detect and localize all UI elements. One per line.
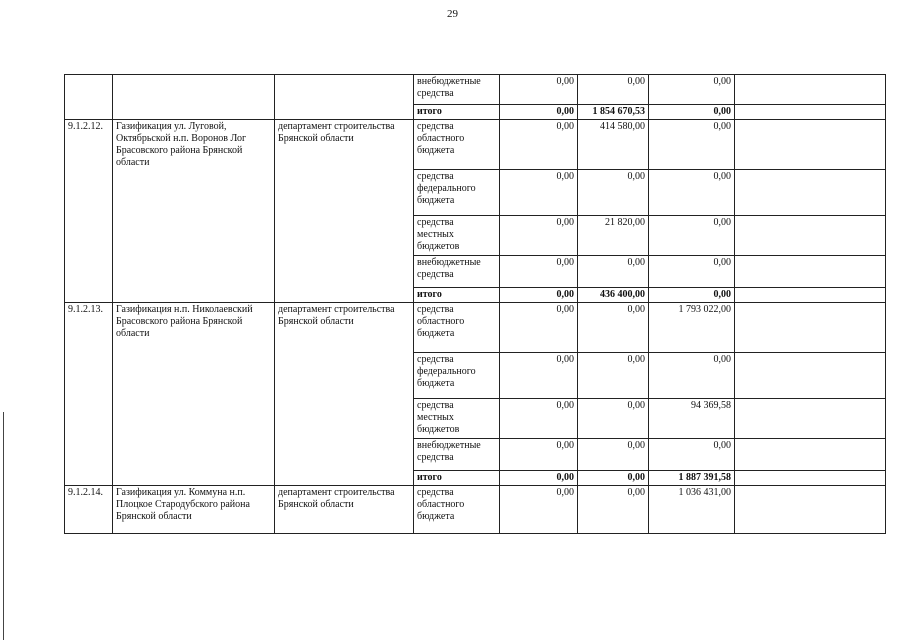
- amount-cell-2: 1 854 670,53: [578, 105, 649, 120]
- amount-cell-2: 21 820,00: [578, 216, 649, 256]
- note-cell: [735, 256, 886, 288]
- funding-source-cell: внебюджетные средства: [414, 256, 500, 288]
- amount-cell-1: 0,00: [500, 120, 578, 170]
- budget-table: [64, 74, 886, 534]
- amount-cell-1: 0,00: [500, 105, 578, 120]
- amount-cell-3: 0,00: [649, 216, 735, 256]
- item-number-cell: 9.1.2.14.: [65, 486, 113, 534]
- amount-cell-3: 0,00: [649, 353, 735, 399]
- note-cell: [735, 399, 886, 439]
- amount-cell-1: 0,00: [500, 471, 578, 486]
- amount-cell-1: 0,00: [500, 170, 578, 216]
- table-row: [65, 486, 886, 534]
- funding-source-cell: средства местных бюджетов: [414, 399, 500, 439]
- note-cell: [735, 439, 886, 471]
- amount-cell-3: 1 793 022,00: [649, 303, 735, 353]
- item-number-cell: 9.1.2.13.: [65, 303, 113, 486]
- note-cell: [735, 170, 886, 216]
- note-cell: [735, 105, 886, 120]
- amount-cell-2: 414 580,00: [578, 120, 649, 170]
- funding-source-cell: итого: [414, 105, 500, 120]
- amount-cell-3: 0,00: [649, 170, 735, 216]
- amount-cell-1: 0,00: [500, 353, 578, 399]
- item-number-cell: [65, 75, 113, 120]
- funding-source-cell: внебюджетные средства: [414, 75, 500, 105]
- amount-cell-3: 0,00: [649, 288, 735, 303]
- amount-cell-2: 0,00: [578, 303, 649, 353]
- note-cell: [735, 216, 886, 256]
- amount-cell-2: 436 400,00: [578, 288, 649, 303]
- amount-cell-2: 0,00: [578, 471, 649, 486]
- amount-cell-3: 0,00: [649, 105, 735, 120]
- note-cell: [735, 471, 886, 486]
- note-cell: [735, 486, 886, 534]
- page-number: 29: [447, 8, 458, 20]
- amount-cell-1: 0,00: [500, 288, 578, 303]
- table-row: [65, 120, 886, 170]
- amount-cell-1: 0,00: [500, 256, 578, 288]
- amount-cell-3: 1 887 391,58: [649, 471, 735, 486]
- executor-cell: департамент строительства Брянской области: [275, 303, 414, 486]
- note-cell: [735, 75, 886, 105]
- funding-source-cell: средства областного бюджета: [414, 486, 500, 534]
- executor-cell: департамент строительства Брянской области: [275, 486, 414, 534]
- note-cell: [735, 120, 886, 170]
- amount-cell-3: 1 036 431,00: [649, 486, 735, 534]
- amount-cell-1: 0,00: [500, 75, 578, 105]
- funding-source-cell: средства областного бюджета: [414, 120, 500, 170]
- note-cell: [735, 303, 886, 353]
- funding-source-cell: средства областного бюджета: [414, 303, 500, 353]
- table-row: [65, 75, 886, 105]
- amount-cell-1: 0,00: [500, 439, 578, 471]
- funding-source-cell: средства местных бюджетов: [414, 216, 500, 256]
- item-name-cell: [113, 75, 275, 120]
- funding-source-cell: итого: [414, 288, 500, 303]
- item-number-cell: 9.1.2.12.: [65, 120, 113, 303]
- amount-cell-1: 0,00: [500, 486, 578, 534]
- funding-source-cell: итого: [414, 471, 500, 486]
- executor-cell: департамент строительства Брянской области: [275, 120, 414, 303]
- funding-source-cell: внебюджетные средства: [414, 439, 500, 471]
- item-name-cell: Газификация ул. Луговой, Октябрьской н.п. Воронов Лог Брасовского района Брянской области: [113, 120, 275, 303]
- amount-cell-2: 0,00: [578, 486, 649, 534]
- amount-cell-2: 0,00: [578, 353, 649, 399]
- amount-cell-2: 0,00: [578, 75, 649, 105]
- funding-source-cell: средства федерального бюджета: [414, 353, 500, 399]
- amount-cell-1: 0,00: [500, 399, 578, 439]
- amount-cell-1: 0,00: [500, 303, 578, 353]
- table-row: [65, 303, 886, 353]
- amount-cell-3: 0,00: [649, 120, 735, 170]
- amount-cell-1: 0,00: [500, 216, 578, 256]
- amount-cell-3: 0,00: [649, 75, 735, 105]
- funding-source-cell: средства федерального бюджета: [414, 170, 500, 216]
- amount-cell-2: 0,00: [578, 439, 649, 471]
- amount-cell-3: 94 369,58: [649, 399, 735, 439]
- note-cell: [735, 353, 886, 399]
- amount-cell-2: 0,00: [578, 399, 649, 439]
- item-name-cell: Газификация н.п. Николаевский Брасовского района Брянской области: [113, 303, 275, 486]
- amount-cell-3: 0,00: [649, 256, 735, 288]
- note-cell: [735, 288, 886, 303]
- left-margin-line: [3, 412, 4, 640]
- executor-cell: [275, 75, 414, 120]
- amount-cell-3: 0,00: [649, 439, 735, 471]
- amount-cell-2: 0,00: [578, 256, 649, 288]
- amount-cell-2: 0,00: [578, 170, 649, 216]
- item-name-cell: Газификация ул. Коммуна н.п. Плоцкое Стародубского района Брянской области: [113, 486, 275, 534]
